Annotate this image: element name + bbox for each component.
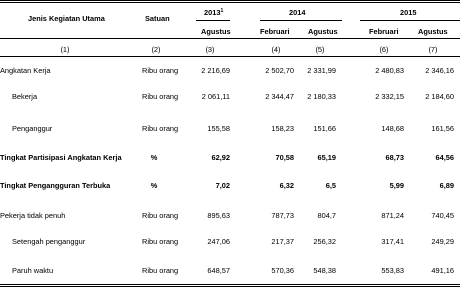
row-value: 6,5 — [325, 181, 336, 190]
row-value: 68,73 — [385, 153, 404, 162]
row-value: 895,63 — [207, 211, 230, 220]
row-label-angkatan-kerja: Angkatan Kerja — [0, 66, 51, 75]
row-value: 491,16 — [431, 266, 454, 275]
row-value: 151,66 — [313, 124, 336, 133]
row-value: 317,41 — [381, 237, 404, 246]
header-2014-februari: Februari — [260, 27, 290, 36]
col-number-6: (6) — [379, 45, 389, 54]
row-value: 2 184,60 — [425, 92, 454, 101]
col-number-7: (7) — [428, 45, 438, 54]
header-2015-februari: Februari — [369, 27, 399, 36]
row-value: 158,23 — [271, 124, 294, 133]
col-number-2: (2) — [151, 45, 161, 54]
col-number-4: (4) — [271, 45, 281, 54]
row-unit: Ribu orang — [142, 211, 179, 220]
row-value: 247,06 — [207, 237, 230, 246]
col-number-5: (5) — [315, 45, 325, 54]
row-value: 2 061,11 — [201, 92, 230, 101]
row-value: 62,92 — [211, 153, 230, 162]
row-value: 553,83 — [381, 266, 404, 275]
year-2015-rule — [360, 20, 460, 21]
row-value: 6,89 — [439, 181, 454, 190]
row-label-penganggur: Penganggur — [12, 124, 53, 133]
row-value: 2 346,16 — [425, 66, 454, 75]
row-value: 648,57 — [207, 266, 230, 275]
row-value: 155,58 — [207, 124, 230, 133]
table-bottom-border-inner — [0, 286, 460, 287]
row-value: 2 331,99 — [307, 66, 336, 75]
row-value: 2 344,47 — [265, 92, 294, 101]
row-unit: % — [150, 153, 158, 162]
row-value: 570,36 — [271, 266, 294, 275]
row-unit: Ribu orang — [142, 266, 179, 275]
header-bottom-border — [0, 38, 460, 39]
year-2013-rule — [196, 20, 230, 21]
row-value: 548,38 — [313, 266, 336, 275]
table-bottom-border — [0, 284, 460, 285]
row-value: 70,58 — [275, 153, 294, 162]
row-label-tpt: Tingkat Pengangguran Terbuka — [0, 181, 111, 190]
row-value: 2 332,15 — [375, 92, 404, 101]
row-value: 2 480,83 — [375, 66, 404, 75]
header-2015-agustus: Agustus — [418, 27, 448, 36]
row-value: 2 180,33 — [307, 92, 336, 101]
col-number-border — [0, 56, 460, 57]
row-unit: Ribu orang — [142, 92, 179, 101]
row-label-setengah-penganggur: Setengah penganggur — [12, 237, 86, 246]
row-value: 5,99 — [389, 181, 404, 190]
year-2014-rule — [260, 20, 342, 21]
row-value: 256,32 — [313, 237, 336, 246]
col-number-1: (1) — [60, 45, 70, 54]
row-value: 148,68 — [381, 124, 404, 133]
header-year-2014: 2014 — [289, 8, 306, 17]
row-value: 2 502,70 — [265, 66, 294, 75]
row-label-bekerja: Bekerja — [12, 92, 38, 101]
row-value: 6,32 — [279, 181, 294, 190]
header-year-2013: 2013$^1$ — [204, 8, 224, 17]
row-value: 249,29 — [431, 237, 454, 246]
row-label-pekerja-tidak-penuh: Pekerja tidak penuh — [0, 211, 66, 220]
row-value: 7,02 — [215, 181, 230, 190]
row-unit: % — [150, 181, 158, 190]
header-2014-agustus: Agustus — [308, 27, 338, 36]
row-value: 161,56 — [431, 124, 454, 133]
col-number-3: (3) — [205, 45, 215, 54]
row-unit: Ribu orang — [142, 237, 179, 246]
header-unit-label: Satuan — [145, 14, 170, 23]
year-2013-footnote: 1 — [220, 8, 224, 14]
row-label-paruh-waktu: Paruh waktu — [12, 266, 54, 275]
row-value: 65,19 — [317, 153, 336, 162]
row-value: 804,7 — [317, 211, 336, 220]
header-2013-agustus: Agustus — [201, 27, 231, 36]
row-unit: Ribu orang — [142, 124, 179, 133]
header-year-2015: 2015 — [400, 8, 417, 17]
row-value: 2 216,69 — [201, 66, 230, 75]
row-label-tpak: Tingkat Partisipasi Angkatan Kerja — [0, 153, 122, 162]
row-value: 871,24 — [381, 211, 404, 220]
table-top-border — [0, 0, 460, 1]
row-value: 787,73 — [271, 211, 294, 220]
row-unit: Ribu orang — [142, 66, 179, 75]
header-activity-label: Jenis Kegiatan Utama — [28, 14, 105, 23]
row-value: 740,45 — [431, 211, 454, 220]
row-value: 64,56 — [435, 153, 454, 162]
row-value: 217,37 — [271, 237, 294, 246]
table-top-border-inner — [0, 2, 460, 3]
